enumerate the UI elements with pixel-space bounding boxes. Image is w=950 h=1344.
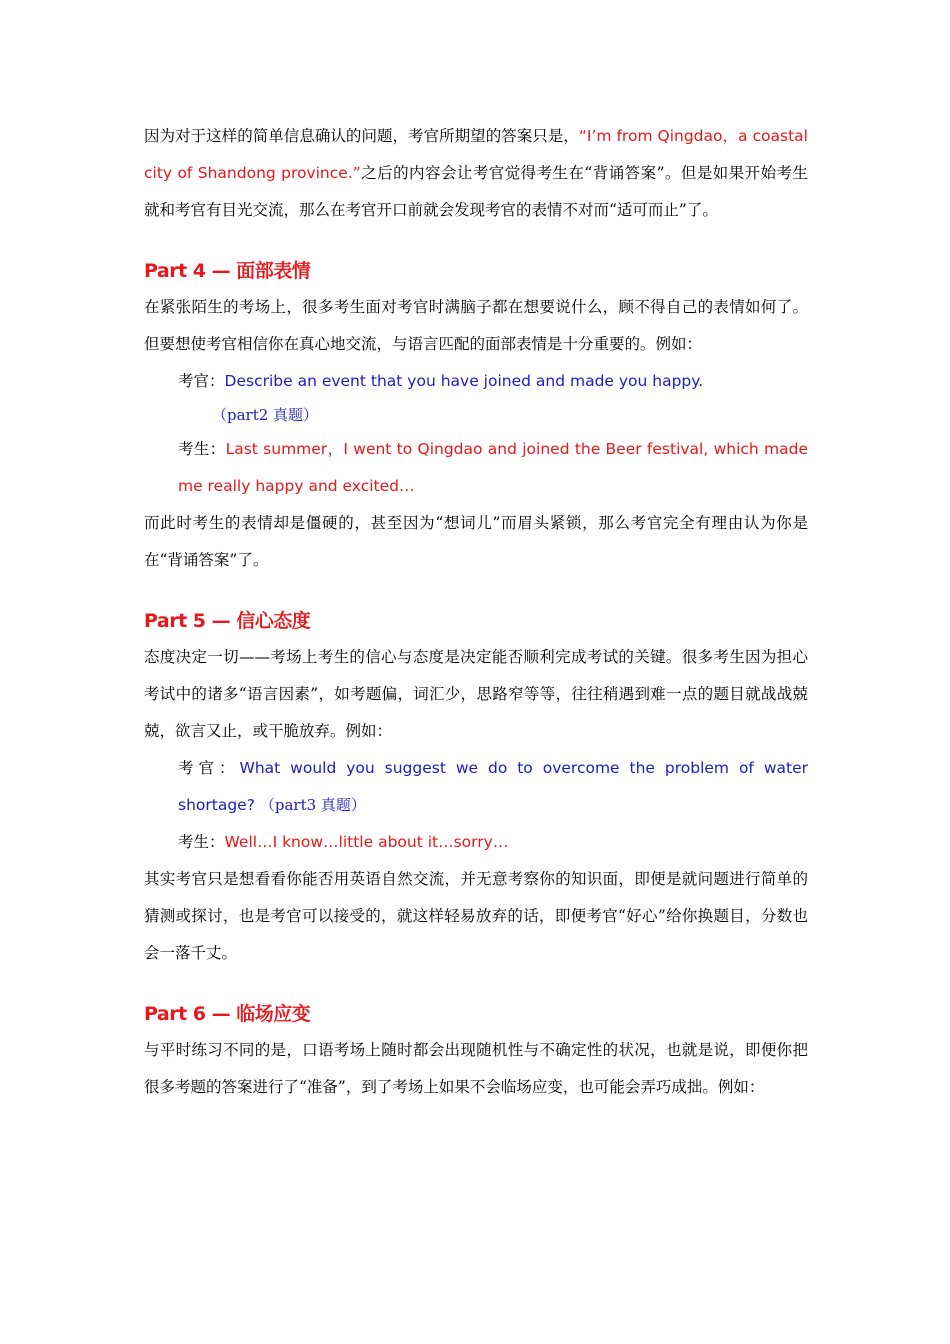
part4-examiner-note-line [178, 400, 808, 431]
part4-examiner-question: Describe an event that you have joined and made you happy. [224, 372, 704, 390]
part5-examiner-question: What would you suggest we do to overcome the problem of water shortage? [178, 759, 808, 814]
part5-examiner-line [178, 750, 808, 824]
intro-quote: “I’m from Qingdao，a coastal city of Shandong province.” [144, 127, 808, 182]
part4-candidate-answer: Last summer，I went to Qingdao and joined the Beer festival, which made me really happy and excited… [178, 440, 808, 495]
intro-text-1: 因为对于这样的简单信息确认的问题，考官所期望的答案只是， [144, 127, 579, 145]
part5-candidate-answer: Well…I know…little about it…sorry… [224, 833, 509, 851]
part5-paragraph-2: 其实考官只是想看看你能否用英语自然交流，并无意考察你的知识面，即便是就问题进行简单的猜测或探讨，也是考官可以接受的，就这样轻易放弃的话，即便考官“好心”给你换题目，分数也会一落千丈。 [144, 870, 808, 962]
part6-paragraph-1: 与平时练习不同的是，口语考场上随时都会出现随机性与不确定性的状况，也就是说，即便你把很多考题的答案进行了“准备”，到了考场上如果不会临场应变，也可能会弄巧成拙。例如： [144, 1041, 808, 1096]
part5-examiner-label: 考官： [178, 759, 240, 777]
part4-candidate-label: 考生： [178, 440, 226, 458]
part5-candidate-label: 考生： [178, 833, 225, 851]
part4-dialog [144, 363, 808, 505]
part4-heading: Part 4 — 面部表情 [144, 260, 311, 282]
part5-dialog [144, 750, 808, 861]
part5-paragraph-1: 态度决定一切——考场上考生的信心与态度是决定能否顺利完成考试的关键。很多考生因为担心考试中的诸多“语言因素”，如考题偏，词汇少，思路窄等等，往往稍遇到难一点的题目就战战兢兢，欲言又止，或干脆放弃。例如： [144, 648, 808, 740]
part6-heading: Part 6 — 临场应变 [144, 1003, 311, 1025]
part4-examiner-line [178, 363, 808, 400]
part5-examiner-note: （part3 真题） [259, 796, 366, 814]
part4-paragraph-2: 而此时考生的表情却是僵硬的，甚至因为“想词儿”而眉头紧锁，那么考官完全有理由认为你是在“背诵答案”了。 [144, 514, 808, 569]
part4-examiner-label: 考官： [178, 372, 225, 390]
document-page [144, 118, 808, 1106]
intro-text-2: 之后的内容会让考官觉得考生在“背诵答案”。但是如果开始考生就和考官有目光交流，那么在考官开口前就会发现考官的表情不对而“适可而止”了。 [144, 164, 808, 219]
part5-heading: Part 5 — 信心态度 [144, 610, 311, 632]
intro-paragraph [144, 118, 808, 229]
part4-candidate-line [178, 431, 808, 505]
part4-paragraph-1: 在紧张陌生的考场上，很多考生面对考官时满脑子都在想要说什么，顾不得自己的表情如何了。但要想使考官相信你在真心地交流，与语言匹配的面部表情是十分重要的。例如： [144, 298, 808, 353]
part4-examiner-note: （part2 真题） [212, 406, 319, 424]
part5-candidate-line [178, 824, 808, 861]
